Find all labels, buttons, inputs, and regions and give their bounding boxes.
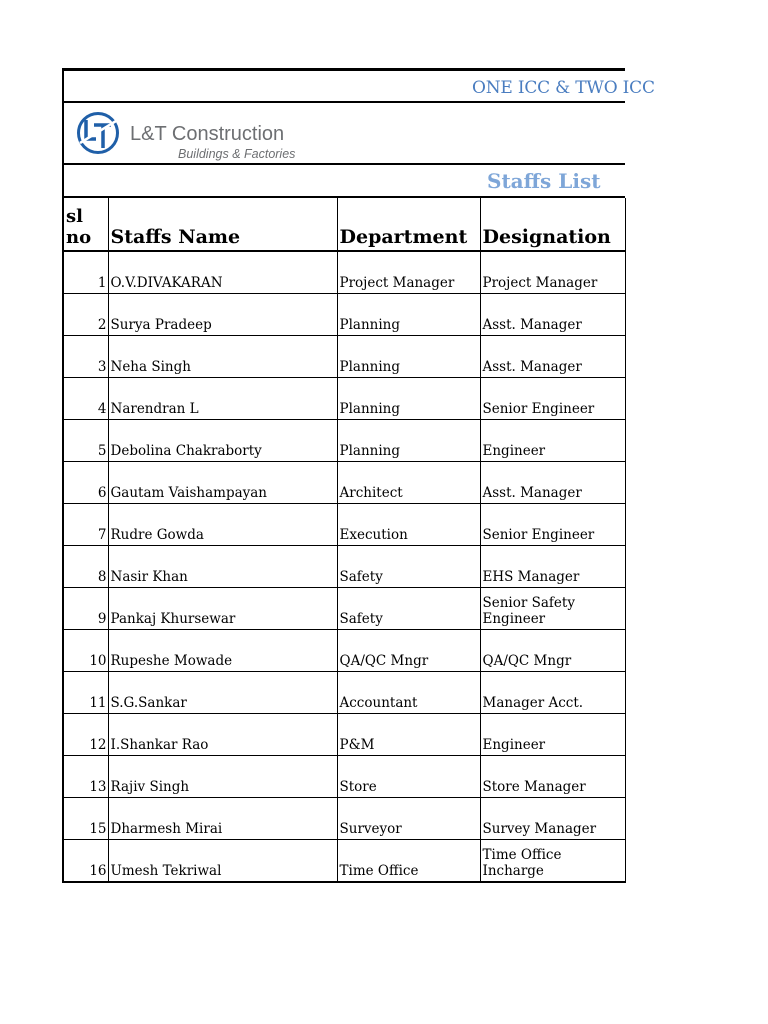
table-row [64,630,625,672]
department-cell: Planning [337,378,480,420]
list-title: Staffs List [487,169,601,193]
col-header-department: Department [337,198,480,251]
department-cell: Time Office [337,840,480,883]
name-cell: Umesh Tekriwal [108,840,337,883]
name-cell: Pankaj Khursewar [108,588,337,630]
designation-cell: Store Manager [480,756,625,798]
department-cell: Planning [337,420,480,462]
table-row [64,251,625,294]
designation-cell: Project Manager [480,251,625,294]
title-row [64,71,655,103]
sl-no-cell: 3 [64,336,108,378]
department-cell: Safety [337,588,480,630]
sl-no-cell: 10 [64,630,108,672]
table-row [64,714,625,756]
designation-cell: EHS Manager [480,546,625,588]
sl-no-cell: 15 [64,798,108,840]
col-header-name: Staffs Name [108,198,337,251]
name-cell: Surya Pradeep [108,294,337,336]
staff-table-body [64,251,625,882]
table-row [64,294,625,336]
name-cell: O.V.DIVAKARAN [108,251,337,294]
name-cell: Gautam Vaishampayan [108,462,337,504]
sl-no-cell: 4 [64,378,108,420]
sl-no-cell: 12 [64,714,108,756]
sl-no-cell: 6 [64,462,108,504]
department-cell: Accountant [337,672,480,714]
name-cell: Neha Singh [108,336,337,378]
table-row [64,840,625,883]
col-header-sl-no: sl no [64,198,108,251]
name-cell: S.G.Sankar [108,672,337,714]
designation-cell: Senior Safety Engineer [480,588,625,630]
table-row [64,546,625,588]
company-name: L&T Construction [130,123,285,145]
table-header-row [64,198,625,251]
designation-cell: Engineer [480,420,625,462]
table-row [64,672,625,714]
sl-no-cell: 8 [64,546,108,588]
designation-cell: Manager Acct. [480,672,625,714]
department-cell: Architect [337,462,480,504]
department-cell: Planning [337,294,480,336]
name-cell: Dharmesh Mirai [108,798,337,840]
designation-cell: Senior Engineer [480,504,625,546]
name-cell: Rudre Gowda [108,504,337,546]
list-title-row [64,165,625,198]
sl-no-cell: 9 [64,588,108,630]
designation-cell: Asst. Manager [480,462,625,504]
table-row [64,756,625,798]
table-row [64,420,625,462]
company-division: Buildings & Factories [178,147,296,161]
department-cell: Planning [337,336,480,378]
sl-no-cell: 7 [64,504,108,546]
table-row [64,504,625,546]
name-cell: Debolina Chakraborty [108,420,337,462]
project-title: ONE ICC & TWO ICC [472,78,655,98]
logo-row [64,103,625,165]
department-cell: Store [337,756,480,798]
staff-table [64,198,626,883]
designation-cell: Time Office Incharge [480,840,625,883]
company-logo [76,107,306,161]
designation-cell: Survey Manager [480,798,625,840]
name-cell: I.Shankar Rao [108,714,337,756]
table-row [64,378,625,420]
name-cell: Narendran L [108,378,337,420]
col-header-designation: Designation [480,198,625,251]
name-cell: Nasir Khan [108,546,337,588]
designation-cell: QA/QC Mngr [480,630,625,672]
department-cell: P&M [337,714,480,756]
sl-no-cell: 1 [64,251,108,294]
sl-no-cell: 16 [64,840,108,883]
sl-no-cell: 11 [64,672,108,714]
department-cell: QA/QC Mngr [337,630,480,672]
department-cell: Project Manager [337,251,480,294]
designation-cell: Asst. Manager [480,294,625,336]
designation-cell: Engineer [480,714,625,756]
sl-no-cell: 5 [64,420,108,462]
staff-sheet [62,68,655,883]
sl-no-cell: 2 [64,294,108,336]
table-row [64,798,625,840]
designation-cell: Asst. Manager [480,336,625,378]
department-cell: Safety [337,546,480,588]
sl-no-cell: 13 [64,756,108,798]
lt-emblem-icon [79,114,118,153]
table-row [64,462,625,504]
department-cell: Execution [337,504,480,546]
name-cell: Rajiv Singh [108,756,337,798]
table-row [64,336,625,378]
department-cell: Surveyor [337,798,480,840]
name-cell: Rupeshe Mowade [108,630,337,672]
table-row [64,588,625,630]
designation-cell: Senior Engineer [480,378,625,420]
